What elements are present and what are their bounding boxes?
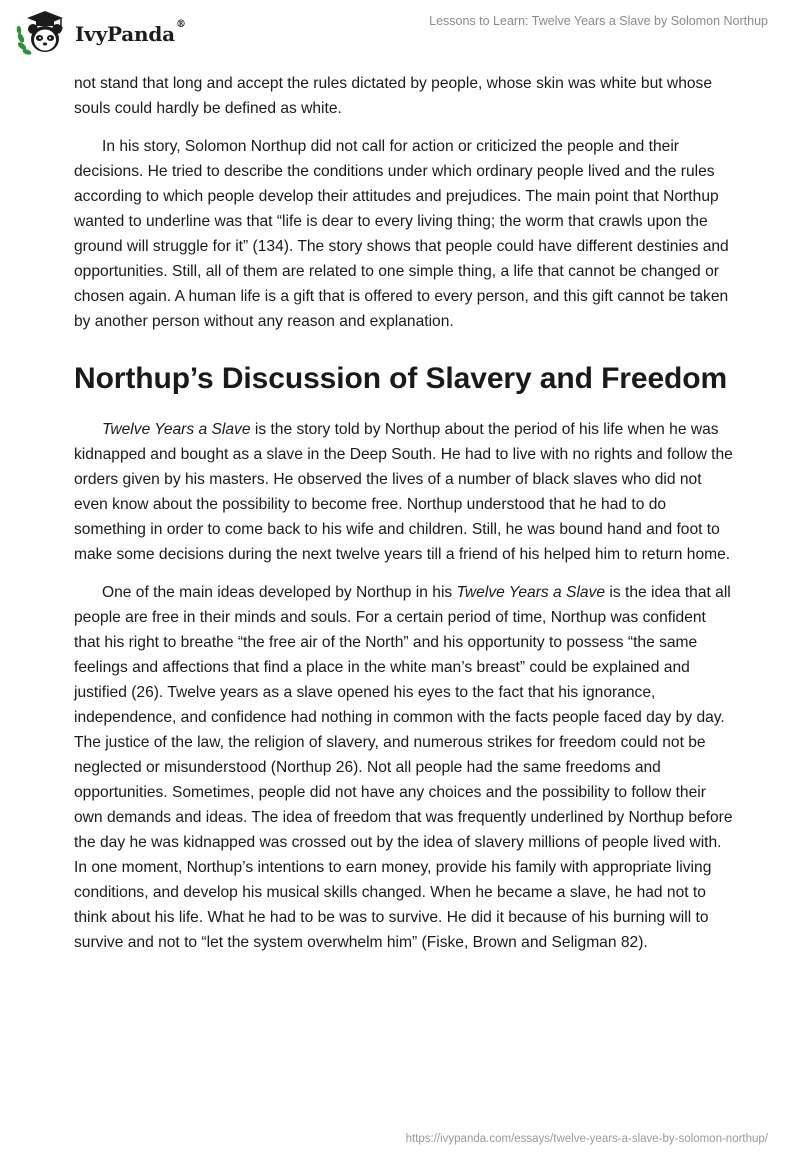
paragraph-continuation: not stand that long and accept the rules dictated by people, whose skin was white but whose souls could hardly be defined as white. [74,75,713,117]
book-title: Twelve Years a Slave [102,421,251,438]
paragraph-text: One of the main ideas developed by Northup in his [102,584,457,601]
paragraph-text: is the idea that all people are free in their minds and souls. For a certain period of time, Northup was confident that his right to breathe “the free air of the North” and his opportunity to possess “the same feelings and affections that find a place in the white man’s breast” could be explained and justified (26). Twelve years as a slave opened his eyes to the fact that his ignorance, independence, and confidence had nothing in common with the facts people faced day by day. The justice of the law, the religion of slavery, and numerous strikes for freedom could not be neglected or misunderstood (Northup 26). Not all people had the same freedoms and opportunities. Sometimes, people did not have any choices and the possibility to follow their own demands and ideas. The idea of freedom that was frequently underlined by Northup before the day he was kidnapped was crossed out by the idea of slavery millions of people lived with. In one moment, Northup’s intentions to earn money, provide his family with appropriate living conditions, and develop his musical skills changed. When he became a slave, he had not to think about his life. What he had to be was to survive. He did it because of his burning will to survive and not to “let the system overwhelm him” (Fiske, Brown and Seligman 82). [74,584,733,951]
book-title: Twelve Years a Slave [456,584,606,601]
paragraph-story-analysis: In his story, Solomon Northup did not call for action or criticized the people and their decisions. He tried to describe the conditions under which ordinary people lived and the rules according to which people develop their attitudes and prejudices. The main point that Northup wanted to underline was that “life is dear to every living thing; the worm that crawls upon the ground will struggle for it” (134). The story shows that people could have different destinies and opportunities. Still, all of them are related to one simple thing, a life that cannot be changed or chosen again. A human life is a gift that is offered to every person, and this gift cannot be taken by another person without any reason and explanation. [74,138,729,330]
page-header [0,0,800,62]
paragraph-freedom-idea [74,580,734,955]
panda-graduate-icon [15,8,71,58]
brand-name [75,19,186,46]
document-title: Lessons to Learn: Twelve Years a Slave by Solomon Northup [429,14,768,28]
essay-content [74,71,734,968]
source-url[interactable]: https://ivypanda.com/essays/twelve-years-a-slave-by-solomon-northup/ [405,1133,768,1145]
registered-mark: ® [175,19,186,30]
brand-logo[interactable] [15,8,186,58]
paragraph-text: is the story told by Northup about the period of his life when he was kidnapped and bought as a slave in the Deep South. He had to live with no rights and follow the orders given by his masters. He observed the lives of a number of black slaves who did not even know about the possibility to become free. Northup understood that he had to do something in order to come back to his wife and children. Still, he was bound hand and foot to make some decisions during the next twelve years till a friend of his helped him to return home. [74,421,733,563]
section-heading: Northup’s Discussion of Slavery and Freedom [74,362,728,395]
paragraph-story-summary [74,417,734,567]
brand-name-text: IvyPanda [75,22,175,46]
